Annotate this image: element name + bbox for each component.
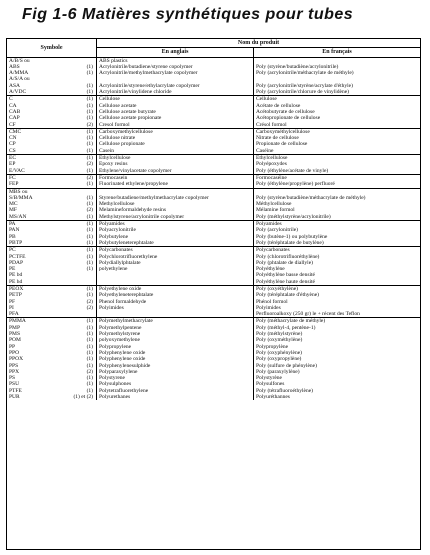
french-name-cell: Polyuréthannes [256,394,290,401]
symbol-text: PP [9,343,16,350]
symbol-text: PBTP [9,239,23,246]
symbol-text: A/B/S ou [9,57,30,64]
note-ref: (1) [86,318,93,325]
symbol-text: EP [9,161,16,168]
note-ref: (1) [86,331,93,338]
note-ref: (2) [86,161,93,168]
french-name-cell: Poly (éthylène/propylène) perfluoré [256,181,335,188]
header-nom-du-produit: Nom du produit [97,39,420,48]
symbol-cell [7,311,97,317]
french-name-cell: Acétopropionate de cellulose [256,115,321,122]
symbol-text: PB [9,233,16,240]
english-name-cell: Phenol formaldehyde [97,299,254,305]
note-ref: (1) [86,108,93,115]
french-name-cell: Poly (téréphtalate d'éthyène) [256,292,319,299]
french-name-cell: Poly (méthyl-4, pentène-1) [256,324,316,331]
french-name-cell: Poly (méthacrylate de méthyle) [256,318,326,325]
english-name-cell: Polymethylpentene [97,325,254,331]
english-name-cell: Casein [97,148,254,154]
english-name-cell: Polyurethanes [97,394,254,400]
french-name-cell: Formocaséine [256,174,287,181]
symbol-text: PPS [9,362,19,369]
french-name-cell: Poly (téréphtalate de butylène) [256,239,324,246]
note-ref: (1) [86,128,93,135]
note-ref: (1) [86,387,93,394]
french-name-cell: Poly (oxyéthylène) [256,285,299,292]
note-ref: (1) [86,239,93,246]
symbol-text: PETP [9,292,22,299]
symbol-cell [7,148,97,154]
table-body [7,58,420,401]
materials-table [6,38,421,550]
symbol-text: PPO [9,349,20,356]
note-ref: (2) [86,304,93,311]
note-ref: (1) [86,141,93,148]
french-name-cell: Polyéthylène [256,266,285,273]
symbol-cell [7,279,97,285]
english-name-cell: Polydiallylphtalate [97,260,254,266]
english-name-cell: Cellulose nitrate [97,135,254,141]
english-name-cell: polyethylene [97,266,254,272]
english-name-cell: Methylstyrene/acrylonitrile copolymer [97,214,254,220]
symbol-text: POM [9,337,21,344]
header-symbole: Symbole [7,39,97,57]
english-name-cell: Acrylonitrile/methylmethacrylate copolymer [97,70,254,76]
table-row [7,394,420,400]
note-ref: (1) [86,70,93,77]
french-name-cell: Poly (méthylstyrène/acrylonitrile) [256,213,331,220]
french-name-cell: Polystyrène [256,375,282,382]
row-group [7,318,420,400]
french-name-cell: Poly (oxyméthylène) [256,337,303,344]
header-en-francais: En français [322,49,352,56]
symbol-text: ASA [9,82,21,89]
symbol-text: CS [9,147,16,154]
symbol-text: PEOX [9,285,24,292]
row-group [7,175,420,189]
french-name-cell: Poly (sulfure de phénylène) [256,362,317,369]
french-name-cell: Poly (phtalate de diallyle) [256,259,313,266]
note-ref: (1) [86,102,93,109]
note-ref: (1) [86,259,93,266]
note-ref: (1) [86,381,93,388]
french-name-cell: Crésol formol [256,121,287,128]
french-name-cell: Polycarbonates [256,247,290,254]
symbol-text: A/S/A ou [9,76,30,83]
french-name-cell: Poly (chlorotrifluoréthylène) [256,253,320,260]
english-name-cell: Cellulose propionate [97,141,254,147]
symbol-text: MBS ou [9,188,28,195]
symbol-text: CMC [9,128,22,135]
note-ref: (1) [86,247,93,254]
symbol-text: PUR [9,394,20,401]
symbol-cell [7,240,97,246]
symbol-text: PFA [9,311,19,318]
note-ref: (1) [86,349,93,356]
french-name-cell: Polyimides [256,304,281,311]
french-name-cell: Polyépoxydes [256,161,287,168]
french-name-cell: Perfluoroalkoxy (250 gr) le + récent des Teflon [256,311,360,318]
english-name-cell: Polyacrylonitrile [97,227,254,233]
symbol-text: CA [9,102,17,109]
english-name-cell: Polybutyleneterephtalate [97,240,254,246]
symbol-text: PPX [9,368,20,375]
note-ref: (1) [86,227,93,234]
english-name-cell: Cellulose [97,96,254,102]
note-ref: (1) [86,89,93,96]
row-group [7,155,420,175]
row-group [7,96,420,128]
english-name-cell: Polychlorotrifluorethylene [97,254,254,260]
symbol-text: PF [9,298,16,305]
note-ref: (1) [86,201,93,208]
note-ref: (1) [86,96,93,103]
symbol-text: PE [9,266,16,273]
table-row [7,122,420,128]
row-group [7,247,420,286]
symbol-text: PTFE [9,387,22,394]
note-ref: (1) [86,285,93,292]
french-name-cell: Poly (acrylonitrile/méthacrylate de méthyle) [256,70,354,77]
french-name-cell: Ethylcellulose [256,155,288,162]
note-ref: (1) [86,213,93,220]
symbol-text: PE bd [9,272,23,279]
french-name-cell: Caséine [256,147,274,154]
symbol-text: C [9,96,13,103]
symbol-cell [7,181,97,187]
french-name-cell: Nitrate de cellulose [256,135,299,142]
note-ref: (2) [86,121,93,128]
english-name-cell: Polystyrene [97,375,254,381]
table-row [7,214,420,220]
symbol-text: PC [9,247,16,254]
english-name-cell: Polysulphones [97,381,254,387]
english-name-cell: Polypropylene [97,344,254,350]
table-row [7,181,420,187]
note-ref: (1) [86,253,93,260]
note-ref: (1) [86,343,93,350]
english-name-cell: Polyphenylenesulphide [97,363,254,369]
symbol-text: FEP [9,181,19,188]
symbol-text: PS [9,375,16,382]
english-name-cell: Carboxymethylcellulose [97,129,254,135]
english-name-cell: Polymethylmethacrylate [97,318,254,324]
note-ref [93,279,96,285]
symbol-text: A/MMA [9,70,29,77]
french-name-cell: Polyamides [256,221,282,228]
symbol-text: ABS [9,63,20,70]
symbol-text: CP [9,141,16,148]
note-ref: (1) [86,82,93,89]
note-ref: (2) [86,298,93,305]
french-name-cell: Poly (butène-1) ou polybutylène [256,233,328,240]
english-name-cell: Cellulose acetate [97,103,254,109]
table-row [7,240,420,246]
english-name-cell: Polyethylene oxide [97,286,254,292]
english-name-cell: Formocasein [97,175,254,181]
french-name-cell: Acétobutyrate de cellulose [256,108,315,115]
note-ref: (1) [86,194,93,201]
french-name-cell: Mélamine formol [256,207,295,214]
english-name-cell: Acrylonitrile/vinylidene chloride [97,89,254,95]
english-name-cell: polyoxymethylene [97,337,254,343]
row-group [7,189,420,221]
french-name-cell: Poly (styrène/butadiène/méthacrylate de méthyle) [256,194,366,201]
note-ref: (1) [86,147,93,154]
table-row [7,89,420,95]
symbol-text: EC [9,155,17,162]
row-group [7,129,420,155]
symbol-text: PI [9,304,14,311]
french-name-cell: Phénol formol [256,298,288,305]
symbol-text: FC [9,174,16,181]
symbol-text: PAN [9,227,20,234]
english-name-cell: Cellulose acetate butyrate [97,109,254,115]
english-name-cell: Polytetrafluorethylene [97,388,254,394]
symbol-text: PMMA [9,318,26,325]
note-ref: (1) [86,324,93,331]
french-name-cell: Poly (acrylonitrile) [256,227,299,234]
symbol-text: MS/AN [9,213,27,220]
english-name-cell: Styrene/butadiene/methylmethacrylate copolymer [97,195,254,201]
english-name-cell: Acrylonitrile/styrene/ethylacrylate copolymer [97,83,254,89]
note-ref: (1) [86,233,93,240]
note-ref [93,311,96,317]
note-ref: (1) [86,362,93,369]
note-ref: (1) [86,292,93,299]
symbol-text: PMP [9,324,21,331]
note-ref: (1) [86,167,93,174]
english-name-cell: Ethylcellulose [97,155,254,161]
symbol-text: CF [9,121,16,128]
english-name-cell: Melamineformaldehyde resins [97,207,254,213]
note-ref: (1) [86,266,93,273]
french-name-cell: Poly (oxyphénylène) [256,349,302,356]
french-name-cell: Méthylcellulose [256,201,292,208]
note-ref: (1) [86,221,93,228]
note-ref: (2) [86,207,93,214]
note-ref: (1) et (2) [73,394,93,401]
french-name-cell: Poly (acrylonitrile/chlorure de vinylidène) [256,89,350,96]
note-ref: (1) [86,155,93,162]
symbol-cell [7,122,97,128]
symbol-text: PCTFE [9,253,26,260]
english-name-cell: Ethylene/vinylacetate copolymer [97,168,254,174]
english-name-cell: Polyamides [97,221,254,227]
table-row [7,311,420,317]
table-row [7,279,420,285]
french-name-cell: Carboxyméthylcellulose [256,128,310,135]
symbol-text: CN [9,135,17,142]
symbol-text: A/VDC [9,89,27,96]
header-en-anglais: En anglais [97,48,254,56]
symbol-text: CAB [9,108,21,115]
symbol-cell [7,214,97,220]
french-name-cell: Propionate de cellulose [256,141,308,148]
french-name-cell: Poly (méthylstyrène) [256,331,303,338]
note-ref: (2) [86,368,93,375]
english-name-cell: Polyethyleneterephtalate [97,292,254,298]
symbol-cell [7,168,97,174]
symbol-text: PPOX [9,356,24,363]
symbol-text: PE hd [9,278,23,285]
symbol-text: PMS [9,331,21,338]
symbol-cell [7,89,97,95]
symbol-text: S/B/MMA [9,194,33,201]
table-row [7,168,420,174]
french-name-cell: Cellulose [256,96,277,103]
english-name-cell: Polymethylstyrene [97,331,254,337]
english-name-cell: Polyphenylene oxide [97,350,254,356]
note-ref: (1) [86,63,93,70]
english-name-cell: ABS plastics [97,58,254,64]
french-name-cell: Poly (éthylène/acétate de vinyle) [256,167,329,174]
english-name-cell: Cresol formol [97,122,254,128]
note-ref: (1) [86,115,93,122]
row-group [7,221,420,247]
table-header [7,39,420,58]
note-ref: (1) [86,337,93,344]
symbol-text: PSU [9,381,20,388]
note-ref: (2) [86,174,93,181]
french-name-cell: Poly (oxypropylène) [256,356,302,363]
symbol-text: PA [9,221,16,228]
english-name-cell: Polyphenylene oxide [97,356,254,362]
french-name-cell: Polysulfones [256,381,285,388]
symbol-cell [7,394,97,400]
french-name-cell: Poly (acrylonitrile/styrène/acrylate d'éthyle) [256,82,353,89]
symbol-text: CAP [9,115,20,122]
english-name-cell: Polyimides [97,305,254,311]
row-group [7,286,420,318]
row-group [7,58,420,97]
note-ref: (1) [86,356,93,363]
note-ref: (1) [86,181,93,188]
english-name-cell [97,311,254,317]
symbol-text: PDAP [9,259,24,266]
symbol-text: MF [9,207,17,214]
english-name-cell: Methylcellulose [97,201,254,207]
english-name-cell: Acrylonitrile/butadiene/styrene copolymer [97,64,254,70]
english-name-cell: Polycarbonates [97,247,254,253]
symbol-text: MC [9,201,18,208]
french-name-cell: Acétate de cellulose [256,102,301,109]
french-name-cell: Poly (paraxylylène) [256,368,300,375]
french-name-cell: Poly (styrène/butadiène/acrylonitrile) [256,63,339,70]
french-name-cell: Polyéthylène basse densité [256,272,315,279]
english-name-cell: Epoxy resins [97,161,254,167]
french-name-cell: Polypropylène [256,343,289,350]
table-row [7,148,420,154]
note-ref: (1) [86,135,93,142]
page-title: Fig 1-6 Matières synthétiques pour tubes [22,6,354,23]
english-name-cell: Cellulose acetate propionate [97,115,254,121]
note-ref: (1) [86,375,93,382]
english-name-cell: Fluorinated ethylene/propylene [97,181,254,187]
english-name-cell [97,279,254,285]
french-name-cell: Poly (tétrafluoroéthylène) [256,387,313,394]
symbol-text: E/VAC [9,167,25,174]
english-name-cell: Polybutylene [97,234,254,240]
french-name-cell: Polyéthylène haute densité [256,278,315,285]
english-name-cell: Polyparaxylylene [97,369,254,375]
